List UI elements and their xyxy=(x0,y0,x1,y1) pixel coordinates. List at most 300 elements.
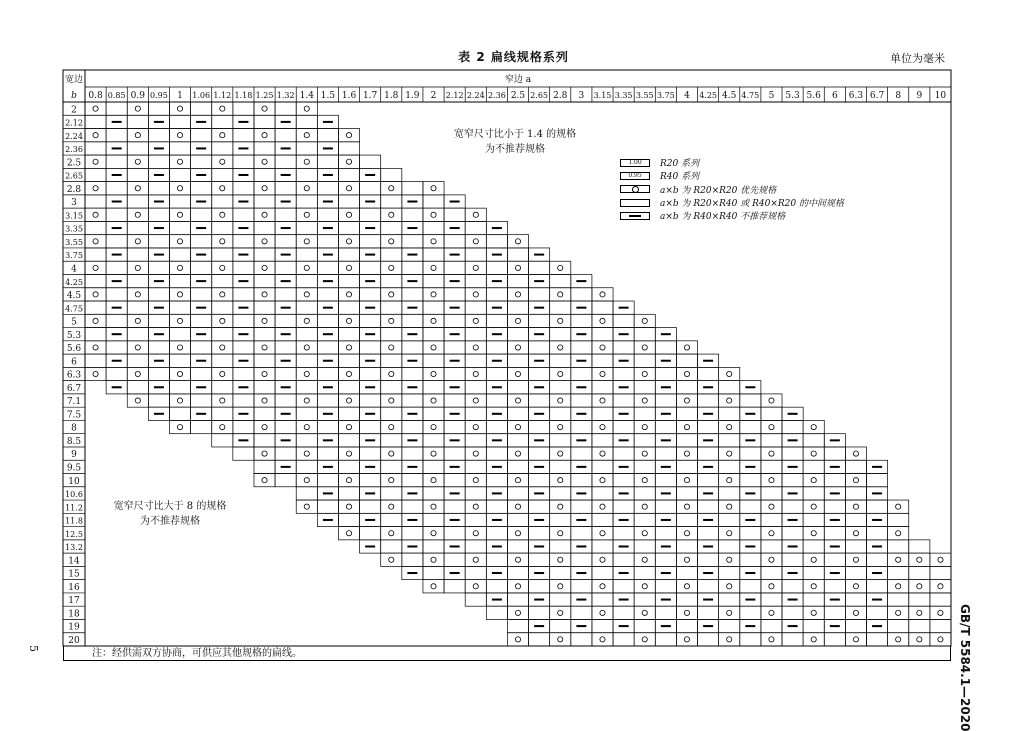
table-cell xyxy=(169,354,190,367)
preferred-mark xyxy=(811,637,816,642)
table-cell xyxy=(444,367,465,380)
table-cell xyxy=(782,474,803,487)
table-cell xyxy=(486,553,507,566)
preferred-mark xyxy=(558,371,563,376)
table-cell xyxy=(169,102,190,115)
table-cell xyxy=(127,142,148,155)
preferred-mark xyxy=(769,584,774,589)
table-cell xyxy=(254,381,275,394)
preferred-mark xyxy=(346,186,351,191)
table-cell xyxy=(85,248,106,261)
table-cell xyxy=(402,182,423,195)
legend-r20-label: R20 系列 xyxy=(660,159,700,170)
table-cell xyxy=(550,513,571,526)
table-cell xyxy=(571,500,592,513)
preferred-mark xyxy=(220,398,225,403)
not-recommended-mark xyxy=(238,307,248,309)
not-recommended-mark xyxy=(281,439,291,441)
table-cell xyxy=(676,407,697,420)
preferred-mark xyxy=(684,398,689,403)
table-cell xyxy=(169,274,190,287)
table-cell xyxy=(254,288,275,301)
table-cell xyxy=(803,434,824,447)
preferred-mark xyxy=(346,292,351,297)
not-recommended-mark xyxy=(365,439,375,441)
table-cell xyxy=(486,500,507,513)
preferred-mark xyxy=(93,318,98,323)
preferred-mark xyxy=(811,478,816,483)
not-recommended-mark xyxy=(365,174,375,176)
preferred-mark xyxy=(473,478,478,483)
not-recommended-mark xyxy=(196,201,206,203)
preferred-mark xyxy=(642,451,647,456)
table-cell xyxy=(254,474,275,487)
row-header-2: 2.24 xyxy=(65,131,83,141)
table-cell xyxy=(169,381,190,394)
not-recommended-mark xyxy=(619,413,629,415)
not-recommended-mark xyxy=(323,307,333,309)
table-cell xyxy=(592,487,613,500)
row-header-14: 4.5 xyxy=(66,291,82,302)
legend-preferred-label: a×b 为 R20×R20 优先规格 xyxy=(660,185,777,196)
table-cell xyxy=(529,367,550,380)
not-recommended-mark xyxy=(407,227,417,229)
preferred-mark xyxy=(346,212,351,217)
preferred-mark xyxy=(220,239,225,244)
table-cell xyxy=(254,328,275,341)
table-cell xyxy=(275,447,296,460)
table-cell xyxy=(212,248,233,261)
preferred-mark xyxy=(642,557,647,562)
preferred-mark xyxy=(304,106,309,111)
not-recommended-mark xyxy=(112,307,122,309)
table-cell xyxy=(465,381,486,394)
preferred-mark xyxy=(262,371,267,376)
table-cell xyxy=(254,195,275,208)
table-cell xyxy=(803,633,824,646)
table-cell xyxy=(909,553,930,566)
preferred-mark xyxy=(684,371,689,376)
table-cell xyxy=(719,593,740,606)
table-cell xyxy=(296,235,317,248)
table-cell xyxy=(296,261,317,274)
table-cell xyxy=(845,447,866,460)
preferred-mark xyxy=(515,637,520,642)
table-cell xyxy=(338,235,359,248)
table-cell xyxy=(592,580,613,593)
table-cell xyxy=(592,394,613,407)
table-cell xyxy=(465,248,486,261)
preferred-mark xyxy=(389,292,394,297)
table-cell xyxy=(444,261,465,274)
not-recommended-mark xyxy=(619,519,629,521)
preferred-mark xyxy=(262,265,267,270)
table-cell xyxy=(444,580,465,593)
table-cell xyxy=(465,553,486,566)
table-cell xyxy=(634,566,655,579)
table-cell xyxy=(423,540,444,553)
preferred-mark xyxy=(389,557,394,562)
table-cell xyxy=(592,593,613,606)
table-cell xyxy=(233,235,254,248)
preferred-mark xyxy=(431,584,436,589)
table-cell xyxy=(169,168,190,181)
table-cell xyxy=(782,606,803,619)
table-cell xyxy=(127,195,148,208)
row-header-24: 8 xyxy=(71,423,77,434)
preferred-mark xyxy=(473,212,478,217)
not-recommended-mark xyxy=(788,625,798,627)
not-recommended-mark xyxy=(576,572,586,574)
table-cell xyxy=(867,553,888,566)
table-cell xyxy=(423,221,444,234)
table-cell xyxy=(275,102,296,115)
not-recommended-mark xyxy=(619,545,629,547)
table-cell xyxy=(613,447,634,460)
table-cell xyxy=(529,314,550,327)
preferred-mark xyxy=(389,212,394,217)
table-cell xyxy=(191,367,212,380)
not-recommended-mark xyxy=(830,519,840,521)
not-recommended-mark xyxy=(745,519,755,521)
preferred-mark xyxy=(727,637,732,642)
table-cell xyxy=(550,394,571,407)
table-cell xyxy=(486,235,507,248)
not-recommended-mark xyxy=(450,572,460,574)
table-cell xyxy=(381,354,402,367)
table-cell xyxy=(381,195,402,208)
table-cell xyxy=(254,129,275,142)
preferred-mark xyxy=(431,212,436,217)
table-cell xyxy=(888,513,909,526)
table-cell xyxy=(592,566,613,579)
not-recommended-mark xyxy=(450,201,460,203)
table-cell xyxy=(655,553,676,566)
table-cell xyxy=(845,580,866,593)
not-recommended-mark xyxy=(788,545,798,547)
preferred-mark xyxy=(600,292,605,297)
row-header-26: 9 xyxy=(71,450,77,461)
preferred-mark xyxy=(642,584,647,589)
col-header-3: 0.95 xyxy=(150,91,168,100)
not-recommended-mark xyxy=(196,307,206,309)
table-cell xyxy=(529,420,550,433)
not-recommended-mark xyxy=(281,360,291,362)
table-cell xyxy=(444,500,465,513)
row-header-13: 4.25 xyxy=(65,277,83,287)
table-cell xyxy=(507,513,528,526)
preferred-mark xyxy=(769,557,774,562)
table-cell xyxy=(613,341,634,354)
table-cell xyxy=(423,182,444,195)
preferred-mark xyxy=(135,398,140,403)
table-cell xyxy=(296,407,317,420)
legend-row-intermediate xyxy=(620,196,844,209)
table-cell xyxy=(676,500,697,513)
preferred-mark xyxy=(558,610,563,615)
table-cell xyxy=(402,527,423,540)
table-cell xyxy=(127,314,148,327)
table-cell xyxy=(296,301,317,314)
table-cell xyxy=(655,500,676,513)
not-recommended-mark xyxy=(407,254,417,256)
row-header-25: 8.5 xyxy=(66,436,82,447)
table-cell xyxy=(803,606,824,619)
table-cell xyxy=(571,314,592,327)
not-recommended-mark xyxy=(196,121,206,123)
table-cell xyxy=(254,221,275,234)
table-cell xyxy=(529,633,550,646)
table-cell xyxy=(254,274,275,287)
not-recommended-mark xyxy=(745,466,755,468)
not-recommended-mark xyxy=(112,121,122,123)
table-cell xyxy=(127,354,148,367)
table-cell xyxy=(381,221,402,234)
row-header-36: 16 xyxy=(68,582,80,593)
table-cell xyxy=(550,580,571,593)
table-cell xyxy=(254,301,275,314)
row-header-7: 3 xyxy=(71,198,77,209)
not-recommended-mark xyxy=(238,147,248,149)
not-recommended-mark xyxy=(576,519,586,521)
table-cell xyxy=(529,527,550,540)
table-cell xyxy=(507,235,528,248)
table-cell xyxy=(360,235,381,248)
not-recommended-mark xyxy=(323,466,333,468)
table-cell xyxy=(676,487,697,500)
table-cell xyxy=(719,460,740,473)
col-header-31: 4.75 xyxy=(741,91,760,100)
not-recommended-mark xyxy=(492,254,502,256)
table-cell xyxy=(254,460,275,473)
table-cell xyxy=(233,129,254,142)
col-header-37: 6.7 xyxy=(869,91,885,101)
table-cell xyxy=(845,619,866,632)
table-cell xyxy=(676,434,697,447)
not-recommended-mark xyxy=(407,439,417,441)
table-cell xyxy=(212,129,233,142)
table-cell xyxy=(634,553,655,566)
table-cell xyxy=(254,208,275,221)
table-cell xyxy=(634,394,655,407)
row-header-37: 17 xyxy=(68,596,80,607)
table-cell xyxy=(676,540,697,553)
table-cell xyxy=(275,341,296,354)
table-cell xyxy=(634,633,655,646)
table-cell xyxy=(698,527,719,540)
table-cell xyxy=(212,328,233,341)
table-cell xyxy=(338,420,359,433)
preferred-mark xyxy=(727,398,732,403)
table-cell xyxy=(85,301,106,314)
preferred-mark xyxy=(304,186,309,191)
table-cell xyxy=(169,288,190,301)
preferred-mark xyxy=(177,212,182,217)
preferred-mark xyxy=(473,424,478,429)
preferred-mark xyxy=(769,610,774,615)
table-cell xyxy=(824,500,845,513)
table-cell xyxy=(634,580,655,593)
preferred-mark xyxy=(558,504,563,509)
preferred-mark xyxy=(515,451,520,456)
table-cell xyxy=(634,434,655,447)
table-cell xyxy=(106,367,127,380)
preferred-mark xyxy=(346,345,351,350)
table-cell xyxy=(529,580,550,593)
table-cell xyxy=(550,553,571,566)
col-header-32: 5 xyxy=(768,91,775,101)
table-cell xyxy=(761,593,782,606)
not-recommended-mark xyxy=(619,599,629,601)
table-cell xyxy=(85,129,106,142)
table-cell xyxy=(296,434,317,447)
table-cell xyxy=(719,420,740,433)
table-cell xyxy=(423,235,444,248)
table-cell xyxy=(740,474,761,487)
preferred-mark xyxy=(431,424,436,429)
not-recommended-mark xyxy=(365,386,375,388)
table-cell xyxy=(613,314,634,327)
table-cell xyxy=(296,274,317,287)
preferred-mark xyxy=(642,504,647,509)
table-cell xyxy=(127,288,148,301)
table-cell xyxy=(845,500,866,513)
table-cell xyxy=(613,527,634,540)
table-cell xyxy=(402,553,423,566)
table-cell xyxy=(592,434,613,447)
table-cell xyxy=(106,102,127,115)
table-cell xyxy=(486,580,507,593)
row-header-19: 6 xyxy=(71,357,77,368)
preferred-mark xyxy=(431,478,436,483)
col-header-35: 6 xyxy=(831,91,838,101)
table-cell xyxy=(507,394,528,407)
table-cell xyxy=(486,474,507,487)
table-cell xyxy=(127,274,148,287)
table-cell xyxy=(106,155,127,168)
table-cell xyxy=(360,527,381,540)
preferred-mark xyxy=(431,451,436,456)
preferred-mark xyxy=(515,318,520,323)
table-cell xyxy=(634,487,655,500)
not-recommended-mark xyxy=(872,572,882,574)
table-cell xyxy=(613,367,634,380)
preferred-mark xyxy=(853,478,858,483)
col-header-12: 1.6 xyxy=(341,91,357,101)
not-recommended-mark xyxy=(619,333,629,335)
table-cell xyxy=(740,606,761,619)
table-cell xyxy=(296,182,317,195)
not-recommended-mark xyxy=(534,360,544,362)
table-cell xyxy=(507,261,528,274)
table-cell xyxy=(191,129,212,142)
preferred-mark xyxy=(727,557,732,562)
preferred-mark xyxy=(684,637,689,642)
table-cell xyxy=(634,513,655,526)
table-cell xyxy=(592,301,613,314)
not-recommended-mark xyxy=(281,174,291,176)
table-cell xyxy=(550,606,571,619)
table-cell xyxy=(507,354,528,367)
table-cell xyxy=(148,261,169,274)
table-cell xyxy=(676,527,697,540)
table-cell xyxy=(254,261,275,274)
preferred-mark xyxy=(473,504,478,509)
table-cell xyxy=(402,261,423,274)
table-cell xyxy=(529,500,550,513)
table-cell xyxy=(85,274,106,287)
table-cell xyxy=(296,474,317,487)
table-cell xyxy=(719,487,740,500)
preferred-mark xyxy=(93,371,98,376)
preferred-mark xyxy=(938,610,943,615)
table-cell xyxy=(592,619,613,632)
not-recommended-mark xyxy=(534,307,544,309)
preferred-mark xyxy=(177,398,182,403)
not-recommended-mark xyxy=(154,227,164,229)
preferred-mark xyxy=(304,398,309,403)
table-cell xyxy=(698,394,719,407)
not-recommended-mark xyxy=(154,147,164,149)
preferred-mark xyxy=(917,637,922,642)
not-recommended-mark xyxy=(281,413,291,415)
table-cell xyxy=(507,500,528,513)
table-cell xyxy=(465,328,486,341)
not-recommended-mark xyxy=(703,439,713,441)
table-cell xyxy=(550,274,571,287)
not-recommended-mark xyxy=(238,121,248,123)
table-cell xyxy=(275,208,296,221)
not-recommended-mark xyxy=(281,254,291,256)
not-recommended-mark xyxy=(281,121,291,123)
table-cell xyxy=(296,328,317,341)
row-header-3: 2.36 xyxy=(65,145,83,155)
table-cell xyxy=(148,235,169,248)
not-recommended-mark xyxy=(534,466,544,468)
not-recommended-mark xyxy=(281,386,291,388)
preferred-mark xyxy=(220,133,225,138)
preferred-mark xyxy=(431,398,436,403)
row-header-22: 7.1 xyxy=(66,397,82,408)
table-cell xyxy=(127,367,148,380)
not-recommended-mark xyxy=(492,519,502,521)
table-cell xyxy=(655,341,676,354)
table-cell xyxy=(317,288,338,301)
not-recommended-mark xyxy=(788,439,798,441)
preferred-mark xyxy=(896,637,901,642)
preferred-mark xyxy=(811,451,816,456)
preferred-mark xyxy=(177,239,182,244)
row-header-8: 3.15 xyxy=(65,211,83,221)
table-cell xyxy=(317,500,338,513)
table-cell xyxy=(254,182,275,195)
table-cell xyxy=(296,420,317,433)
table-cell xyxy=(338,129,359,142)
preferred-mark xyxy=(177,318,182,323)
not-recommended-mark xyxy=(534,413,544,415)
table-cell xyxy=(507,420,528,433)
table-cell xyxy=(676,606,697,619)
table-cell xyxy=(719,474,740,487)
row-header-0: 2 xyxy=(71,105,77,116)
table-cell xyxy=(676,447,697,460)
table-cell xyxy=(529,341,550,354)
table-cell xyxy=(740,527,761,540)
table-cell xyxy=(106,235,127,248)
table-cell xyxy=(592,328,613,341)
table-cell xyxy=(719,527,740,540)
table-cell xyxy=(676,593,697,606)
